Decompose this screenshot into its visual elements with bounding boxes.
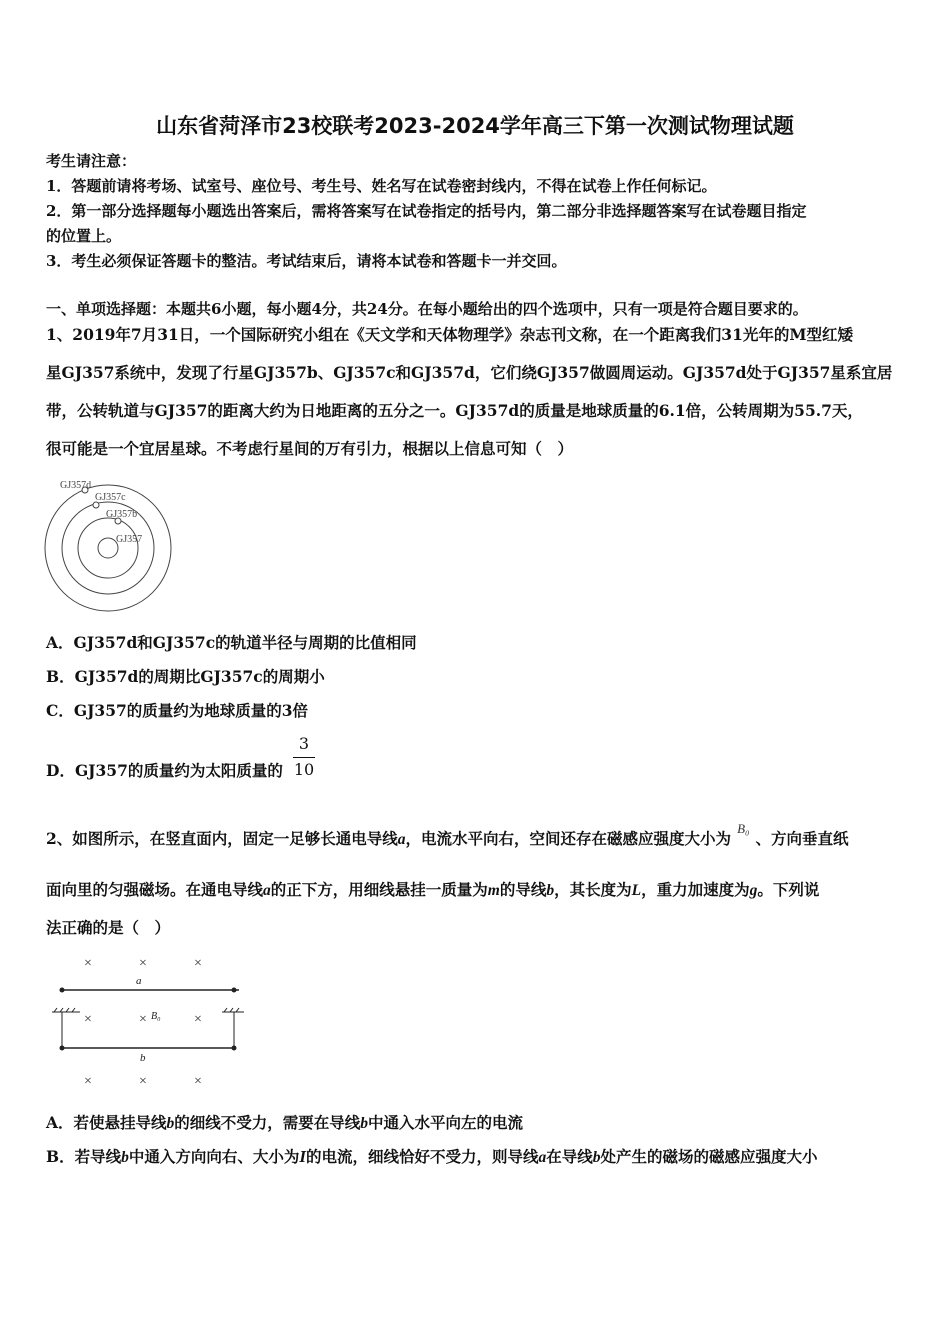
orbit-diagram bbox=[40, 474, 180, 614]
q1-option-c: C．GJ357的质量约为地球质量的3倍 bbox=[46, 701, 309, 720]
label-a: a bbox=[136, 975, 142, 987]
question-1 bbox=[46, 316, 908, 468]
notice-item-2: 2．第一部分选择题每小题选出答案后，需将答案写在试卷指定的括号内，第二部分非选择题答案写在试卷题目指定 bbox=[46, 202, 807, 220]
orbit-b bbox=[78, 518, 138, 578]
star-gj357 bbox=[98, 538, 118, 558]
q2-option-a: A．若使悬挂导线b的细线不受力，需要在导线b中通入水平向左的电流 bbox=[46, 1113, 524, 1132]
fraction-numerator: 3 bbox=[298, 734, 310, 753]
label-b0: B₀ bbox=[151, 1011, 161, 1022]
field-cross: × bbox=[194, 956, 202, 971]
fraction-denominator: 10 bbox=[293, 760, 315, 779]
field-cross: × bbox=[139, 1012, 147, 1027]
notice-heading: 考生请注意： bbox=[46, 152, 137, 170]
question-1-line: 星GJ357系统中，发现了行星GJ357b、GJ357c和GJ357d，它们绕GJ357做圆周运动。GJ357d处于GJ357星系宜居 bbox=[46, 363, 893, 382]
page-title: 山东省菏泽市23校联考2023-2024学年高三下第一次测试物理试题 bbox=[156, 114, 794, 138]
fraction-bar bbox=[293, 757, 315, 758]
label-gj357c: GJ357c bbox=[95, 492, 126, 503]
notice-item-1: 1．答题前请将考场、试室号、座位号、考生号、姓名写在试卷密封线内，不得在试卷上作任何标记。 bbox=[46, 177, 717, 195]
field-cross: × bbox=[84, 1074, 92, 1089]
question-1-line: 很可能是一个宜居星球。不考虑行星间的万有引力，根据以上信息可知（ ） bbox=[46, 439, 574, 458]
question-2-line-1: 2、如图所示，在竖直面内，固定一足够长通电导线a，电流水平向右，空间还存在磁感应强度大小为$^{B_0}$、方向垂直纸 bbox=[46, 821, 849, 848]
q1-option-b: B．GJ357d的周期比GJ357c的周期小 bbox=[46, 667, 325, 686]
ceiling-hatch bbox=[54, 1008, 75, 1012]
wire-b-end bbox=[60, 1046, 65, 1051]
q1-option-a: A．GJ357d和GJ357c的轨道半径与周期的比值相同 bbox=[46, 633, 417, 652]
notice-item-3: 3．考生必须保证答题卡的整洁。考试结束后，请将本试卷和答题卡一并交回。 bbox=[46, 252, 567, 270]
field-cross: × bbox=[139, 1074, 147, 1089]
q2-option-b: B．若导线b中通入方向向右、大小为I的电流，细线恰好不受力，则导线a在导线b处产生的磁场的磁感应强度大小 bbox=[46, 1147, 818, 1166]
field-cross: × bbox=[139, 956, 147, 971]
field-cross: × bbox=[84, 956, 92, 971]
label-gj357: GJ357 bbox=[116, 534, 143, 545]
label-b: b bbox=[140, 1052, 146, 1064]
question-2 bbox=[46, 820, 908, 947]
question-1-line: 带，公转轨道与GJ357的距离大约为日地距离的五分之一。GJ357d的质量是地球质量的6.1倍，公转周期为55.7天， bbox=[46, 401, 863, 420]
question-2-line-3: 法正确的是（ ） bbox=[46, 918, 171, 937]
b0-symbol: B₀ bbox=[737, 821, 750, 836]
q1-option-d: D．GJ357的质量约为太阳质量的 bbox=[46, 761, 283, 780]
wire-a-end bbox=[60, 988, 65, 993]
notice-item-2-cont: 的位置上。 bbox=[46, 227, 122, 245]
field-cross: × bbox=[194, 1012, 202, 1027]
wire-b-end bbox=[232, 1046, 237, 1051]
wire-field-diagram bbox=[44, 950, 254, 1095]
question-1-line: 1、2019年7月31日，一个国际研究小组在《天文学和天体物理学》杂志刊文称，在一个距离我们31光年的M型红矮 bbox=[46, 325, 854, 344]
orbit-d bbox=[45, 485, 171, 611]
section-1-heading: 一、单项选择题：本题共6小题，每小题4分，共24分。在每小题给出的四个选项中，只有一项是符合题目要求的。 bbox=[46, 300, 808, 318]
wire-a-end bbox=[232, 988, 237, 993]
field-cross: × bbox=[194, 1074, 202, 1089]
label-gj357b: GJ357b bbox=[106, 509, 138, 520]
label-gj357d: GJ357d bbox=[60, 480, 92, 491]
ceiling-hatch bbox=[224, 1008, 239, 1012]
question-2-line-2: 面向里的匀强磁场。在通电导线a的正下方，用细线悬挂一质量为m的导线b，其长度为L，重力加速度为g。下列说 bbox=[46, 880, 820, 899]
field-cross: × bbox=[84, 1012, 92, 1027]
